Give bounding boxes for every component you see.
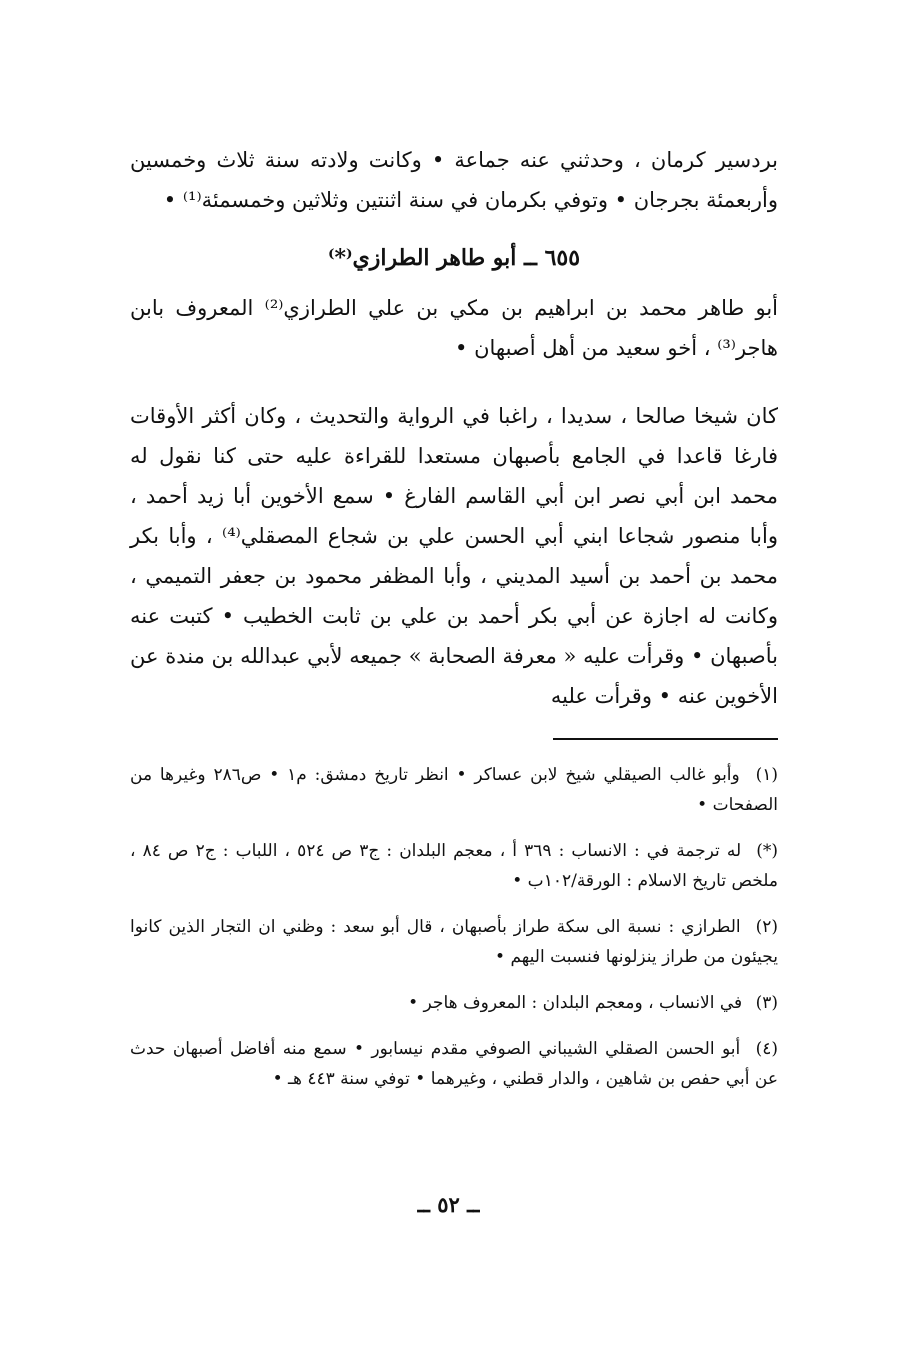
entry-heading: ٦٥٥ ــ أبو طاهر الطرازي⁽*⁾ (327, 245, 581, 271)
footnote (130, 836, 778, 896)
footnote-marker: (٤) (755, 1039, 778, 1059)
footnote-divider (553, 738, 778, 740)
page-number: ــ ٥٢ ــ (417, 1192, 480, 1217)
footnote-text: الطرازي : نسبة الى سكة طراز بأصبهان ، قال أبو سعد : وظني ان التجار الذين كانوا يجيئون من طراز ينزلونها فنسبت اليهم • (130, 917, 778, 967)
footnote-marker: (٣) (755, 993, 778, 1013)
footnote-marker: (١) (755, 765, 779, 785)
intro-paragraph: بردسير كرمان ، وحدثني عنه جماعة • وكانت ولادته سنة ثلاث وخمسين وأربعمئة بجرجان • وتوفي بكرمان في سنة اثنتين وثلاثين وخمسمئة⁽¹⁾ • (130, 148, 778, 212)
entry-paragraph: أبو طاهر محمد بن ابراهيم بن مكي بن علي الطرازي⁽²⁾ المعروف بابن هاجر⁽³⁾ ، أخو سعيد من أهل أصبهان • (130, 296, 778, 360)
footnotes (130, 760, 778, 1094)
footnote-text: في الانساب ، ومعجم البلدان : المعروف هاجر • (408, 993, 743, 1013)
footnote (130, 912, 778, 972)
footnote-marker: (٢) (755, 917, 779, 937)
footnote-text: له ترجمة في : الانساب : ٣٦٩ أ ، معجم البلدان : ج٣ ص ٥٢٤ ، اللباب : ج٢ ص ٨٤ ، ملخص تاريخ الاسلام : الورقة/١٠٢ب • (130, 841, 778, 891)
footnote (130, 988, 778, 1018)
footnote-text: وأبو غالب الصيقلي شيخ لابن عساكر • انظر تاريخ دمشق: م١ • ص٢٨٦ وغيرها من الصفحات • (130, 765, 778, 815)
body-paragraph: كان شيخا صالحا ، سديدا ، راغبا في الرواية والتحديث ، وكان أكثر الأوقات فارغا قاعدا في الجامع بأصبهان مستعدا للقراءة عليه حتى كنا نقول له محمد ابن أبي نصر ابن أبي القاسم الفارغ • سمع الأخوين أبا زيد أحمد ، وأبا منصور شجاعا ابني أبي الحسن علي بن شجاع المصقلي⁽⁴⁾ ، وأبا بكر محمد بن أحمد بن أسيد المديني ، وأبا المظفر محمود بن جعفر التميمي ، وكانت له اجازة عن أبي بكر أحمد بن علي بن ثابت الخطيب • كتبت عنه بأصبهان • وقرأت عليه « معرفة الصحابة » جميعه لأبي عبدالله بن مندة عن الأخوين عنه • وقرأت عليه (130, 404, 778, 708)
footnote-text: أبو الحسن الصقلي الشيباني الصوفي مقدم نيسابور • سمع منه أفاضل أصبهان حدث عن أبي حفص بن شاهين ، والدار قطني ، وغيرهما • توفي سنة ٤٤٣ هـ • (130, 1039, 778, 1089)
footnote (130, 1034, 778, 1094)
footnote-marker: (*) (756, 841, 778, 861)
footnote (130, 760, 778, 820)
document-page (130, 140, 778, 1110)
